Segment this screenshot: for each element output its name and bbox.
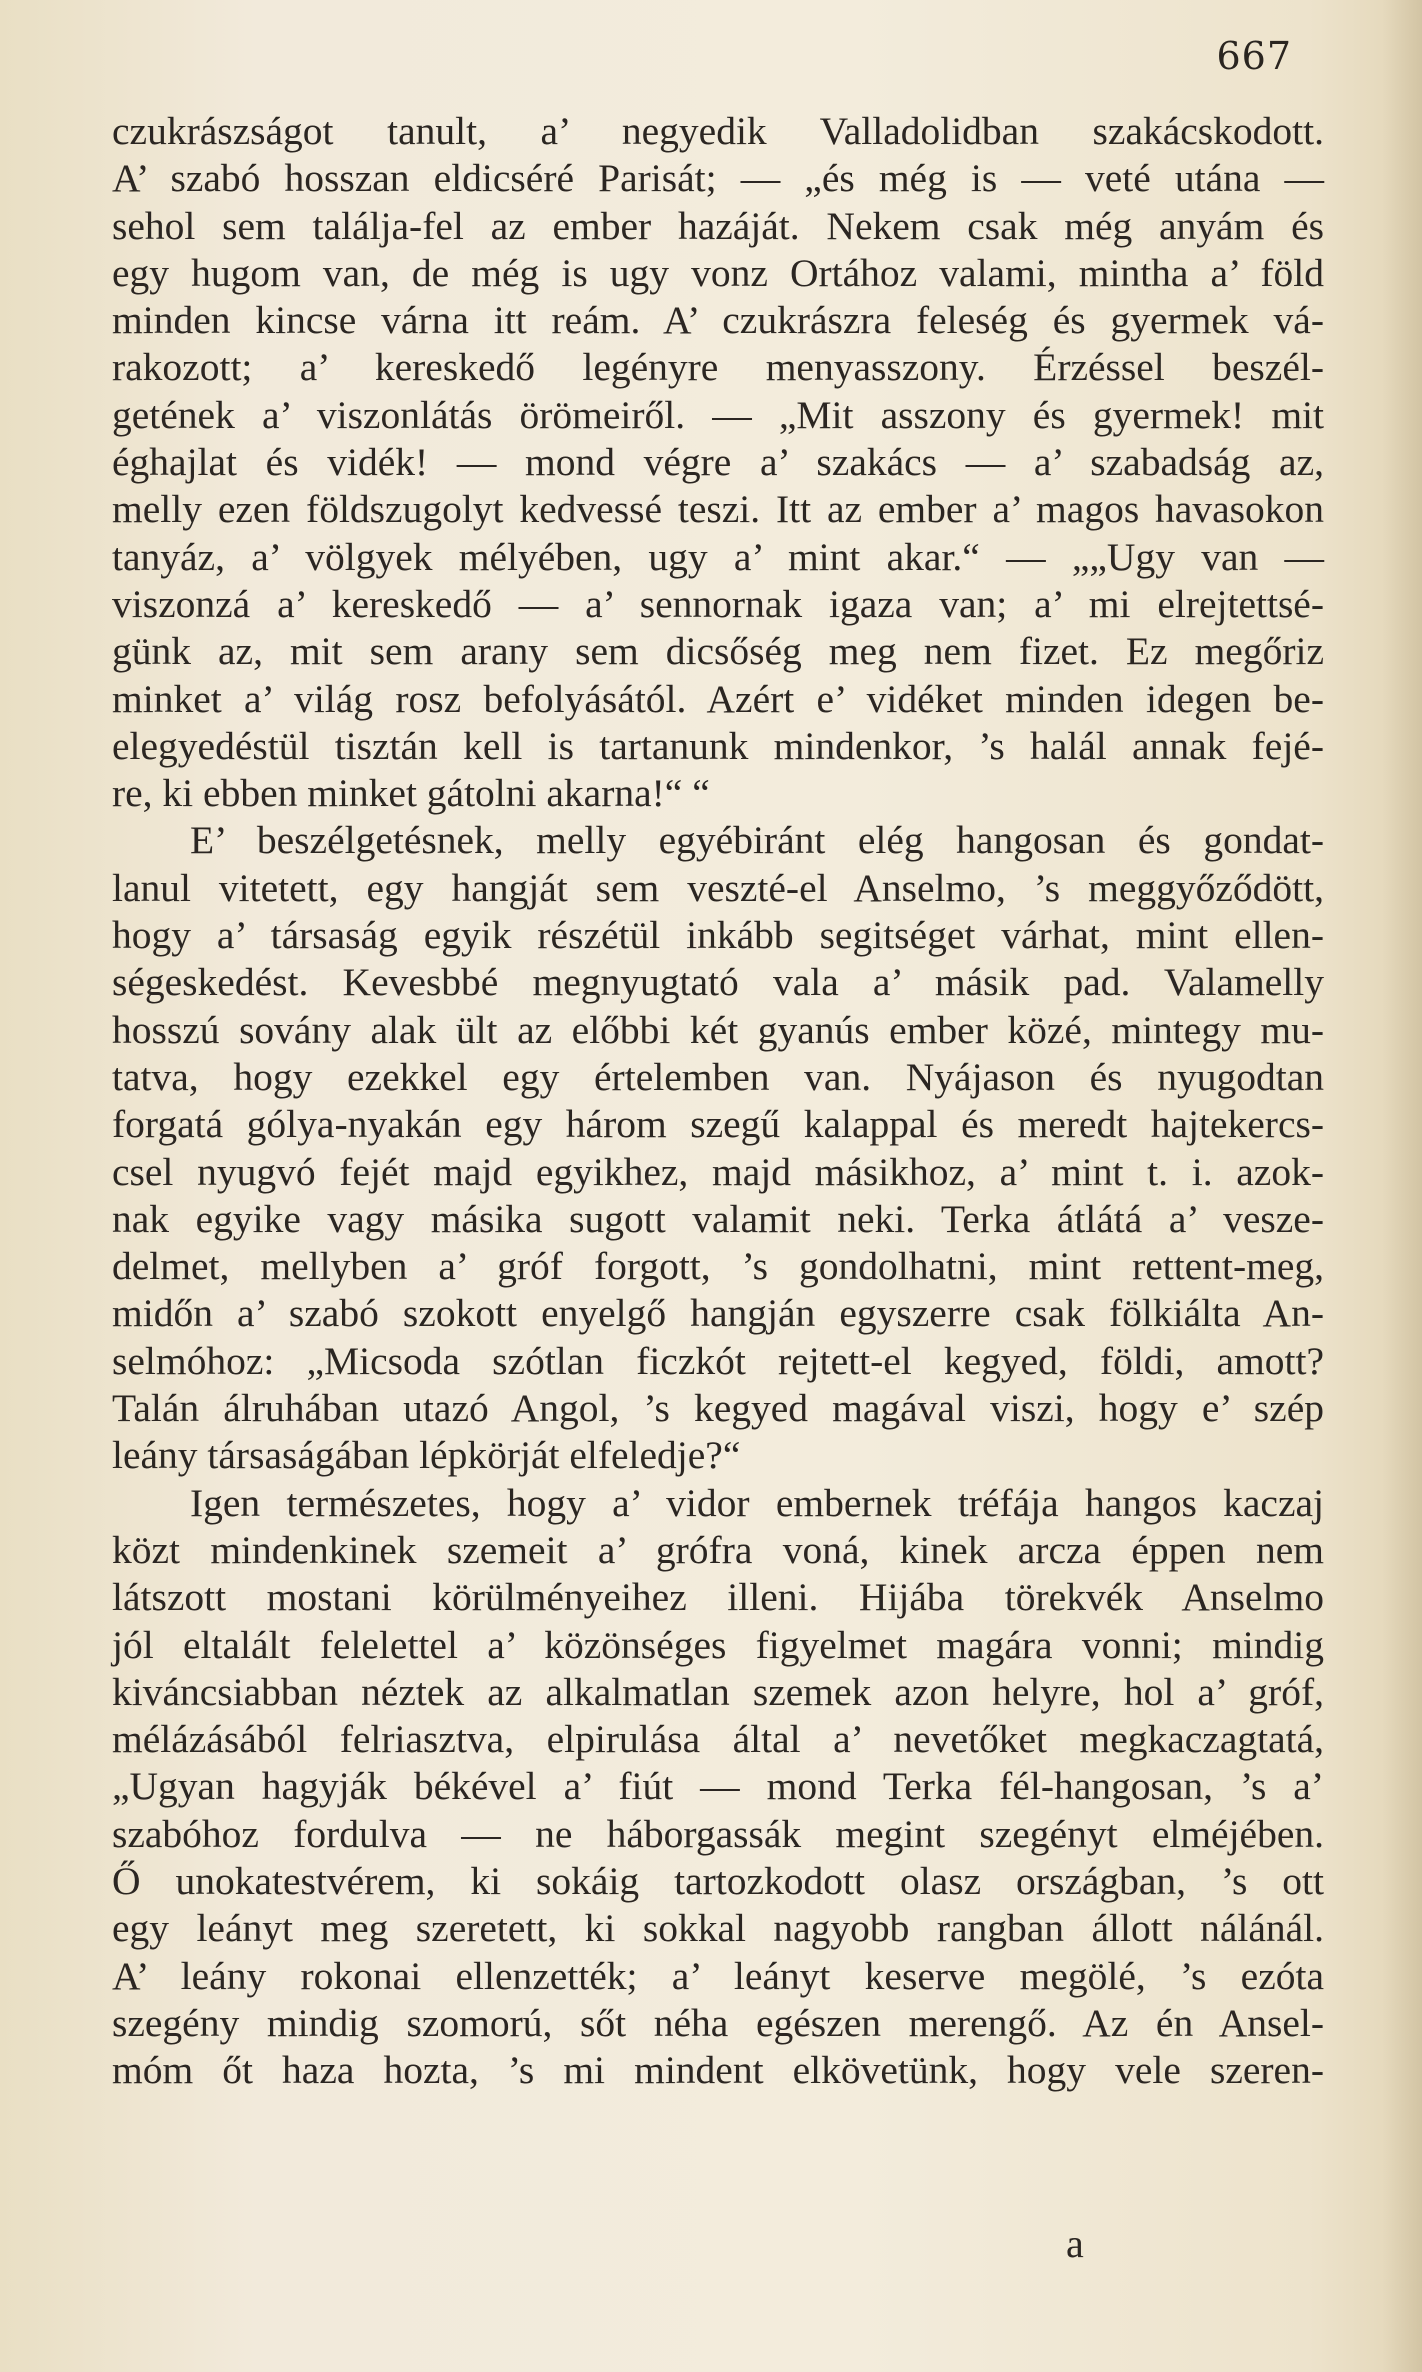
- text-line: „Ugyan hagyják békével a’ fiút — mond Terka fél-hangosan, ’s a’: [112, 1764, 1324, 1809]
- text-line: csel nyugvó fejét majd egyikhez, majd másikhoz, a’ mint t. i. azok-: [112, 1149, 1324, 1194]
- text-line: minden kincse várna itt reám. A’ czukrászra feleség és gyermek vá-: [112, 298, 1324, 343]
- text-line: getének a’ viszonlátás örömeiről. — „Mit asszony és gyermek! mit: [112, 392, 1324, 437]
- text-line: günk az, mit sem arany sem dicsőség meg nem fizet. Ez megőriz: [112, 629, 1324, 674]
- text-line: szegény mindig szomorú, sőt néha egészen merengő. Az én Ansel-: [112, 2000, 1324, 2045]
- text-line: Talán álruhában utazó Angol, ’s kegyed magával viszi, hogy e’ szép: [112, 1386, 1324, 1431]
- text-line: nak egyike vagy másika sugott valamit neki. Terka átlátá a’ vesze-: [112, 1196, 1324, 1241]
- text-line: egy hugom van, de még is ugy vonz Ortához valami, mintha a’ föld: [112, 250, 1324, 295]
- text-line: szabóhoz fordulva — ne háborgassák megint szegényt elméjében.: [112, 1811, 1324, 1856]
- text-line: rakozott; a’ kereskedő legényre menyasszony. Érzéssel beszél-: [112, 345, 1324, 390]
- text-line: forgatá gólya-nyakán egy három szegű kalappal és meredt hajtekercs-: [112, 1102, 1324, 1147]
- text-line: tanyáz, a’ völgyek mélyében, ugy a’ mint akar.“ — „„Ugy van —: [112, 534, 1324, 579]
- text-line: selmóhoz: „Micsoda szótlan ficzkót rejtett-el kegyed, földi, amott?: [112, 1338, 1324, 1383]
- text-line: Igen természetes, hogy a’ vidor embernek tréfája hangos kaczaj: [190, 1480, 1324, 1525]
- text-line: tatva, hogy ezekkel egy értelemben van. Nyájason és nyugodtan: [112, 1054, 1324, 1099]
- text-line: czukrászságot tanult, a’ negyedik Valladolidban szakácskodott.: [112, 109, 1324, 153]
- text-line: A’ szabó hosszan eldicséré Parisát; — „és még is — veté utána —: [112, 156, 1324, 201]
- text-line: A’ leány rokonai ellenzették; a’ leányt keserve megölé, ’s ezóta: [112, 1953, 1324, 1998]
- text-line: minket a’ világ rosz befolyásától. Azért e’ vidéket minden idegen be-: [112, 676, 1324, 721]
- text-line: hogy a’ társaság egyik részétül inkább segitséget várhat, mint ellen-: [112, 913, 1324, 958]
- text-line: ségeskedést. Kevesbbé megnyugtató vala a’ másik pad. Valamelly: [112, 960, 1324, 1005]
- text-line: midőn a’ szabó szokott enyelgő hangján egyszerre csak fölkiálta An-: [112, 1291, 1324, 1336]
- page-number: 667: [1216, 34, 1292, 78]
- text-line: hosszú sovány alak ült az előbbi két gyanús ember közé, mintegy mu-: [112, 1007, 1324, 1052]
- text-line: melly ezen földszugolyt kedvessé teszi. Itt az ember a’ magos havasokon: [112, 487, 1324, 532]
- body-text: [112, 108, 1324, 2094]
- page-edge-shadow: [1382, 0, 1422, 2372]
- text-line: mélázásából felriasztva, elpirulása által a’ nevetőket megkaczagtatá,: [112, 1717, 1324, 1762]
- text-line: jól eltalált felelettel a’ közönséges figyelmet magára vonni; mindig: [112, 1622, 1324, 1667]
- text-line: viszonzá a’ kereskedő — a’ sennornak igaza van; a’ mi elrejtettsé-: [112, 581, 1324, 626]
- text-line: kiváncsiabban néztek az alkalmatlan szemek azon helyre, hol a’ gróf,: [112, 1669, 1324, 1714]
- text-line: re, ki ebben minket gátolni akarna!“ “: [112, 771, 710, 816]
- text-line: látszott mostani körülményeihez illeni. Hijába törekvék Anselmo: [112, 1575, 1324, 1620]
- text-line: közt mindenkinek szemeit a’ grófra voná, kinek arcza éppen nem: [112, 1527, 1324, 1572]
- catchword: a: [1066, 2221, 1084, 2266]
- text-line: leány társaságában lépkörját elfeledje?“: [112, 1433, 741, 1478]
- text-line: Ő unokatestvérem, ki sokáig tartozkodott olasz országban, ’s ott: [112, 1858, 1324, 1903]
- text-line: éghajlat és vidék! — mond végre a’ szakács — a’ szabadság az,: [112, 440, 1324, 485]
- text-line: móm őt haza hozta, ’s mi mindent elkövetünk, hogy vele szeren-: [112, 2048, 1324, 2093]
- text-line: elegyedéstül tisztán kell is tartanunk mindenkor, ’s halál annak fejé-: [112, 723, 1324, 768]
- text-line: lanul vitetett, egy hangját sem veszté-el Anselmo, ’s meggyőződött,: [112, 865, 1324, 910]
- text-line: sehol sem találja-fel az ember hazáját. Nekem csak még anyám és: [112, 203, 1324, 248]
- text-line: delmet, mellyben a’ gróf forgott, ’s gondolhatni, mint rettent-meg,: [112, 1244, 1324, 1289]
- text-line: egy leányt meg szeretett, ki sokkal nagyobb rangban állott nálánál.: [112, 1906, 1324, 1951]
- text-line: E’ beszélgetésnek, melly egyébiránt elég hangosan és gondat-: [190, 818, 1324, 863]
